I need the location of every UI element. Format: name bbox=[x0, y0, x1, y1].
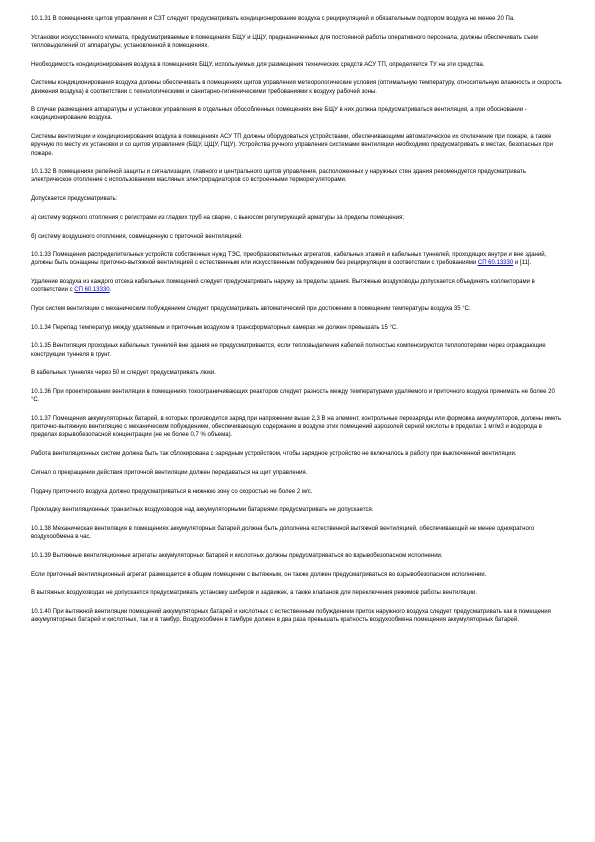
paragraph-tail: . bbox=[109, 287, 112, 294]
paragraph-conditioning-need: Необходимость кондиционирования воздуха в помещениях БЩУ, используемых для размещения технических средств АСУ ТП, определяется ТУ на эти средства. bbox=[31, 61, 485, 68]
paragraph-10-1-31: 10.1.31 В помещениях щитов управления и СЗТ следует предусматривать кондиционирование воздуха с рециркуляцией и обязательным подпором воздуха не менее 20 Па. bbox=[31, 16, 515, 22]
paragraph-allowed: Допускается предусматривать: bbox=[31, 196, 118, 203]
paragraph-air-removal bbox=[31, 278, 564, 294]
paragraph-text: Удаление воздуха из каждого отсека кабельных помещений следует предусматривать наружу за пределы здания. Вытяжные воздуховоды допускается объединять коллекторами в соответствии с bbox=[31, 279, 535, 294]
paragraph-supply-air: Подачу приточного воздуха должно предусматриваться в нижнюю зону со скоростью не более 2 м/с. bbox=[31, 488, 313, 495]
paragraph-fire-shutdown: Системы вентиляции и кондиционирования воздуха в помещениях АСУ ТП должны оборудоваться устройствами, обеспечивающими автоматическое их отключение при пожаре, а также вручную по месту их установки и со щитов управления (БЩУ, ЦЩУ, ГЩУ). Устройства ручного управления системами вентиляции необходимо предусматривать в местах, безопасных при пожаре. bbox=[31, 134, 553, 157]
paragraph-separate-rooms: В случае размещения аппаратуры и установок управления в отдельных обособленных помещениях вне БЩУ в них должна предусматриваться вентиляция, а при обосновании - кондиционирование воздуха. bbox=[31, 107, 527, 122]
sp-60-13330-link[interactable]: СП 60.13330 bbox=[74, 287, 110, 294]
list-item-b: б) систему воздушного отопления, совмещенную с приточной вентиляцией. bbox=[31, 233, 243, 240]
paragraph-10-1-39: 10.1.39 Вытяжные вентиляционные агрегаты аккумуляторных батарей и кислотных должны предусматриваться во взрывобезопасном исполнении. bbox=[31, 552, 443, 559]
paragraph-10-1-38: 10.1.38 Механическая вентиляция в помещениях аккумуляторных батарей должна быть дополнена естественной вытяжной вентиляцией, обеспечивающей не менее однократного воздухообмена в час. bbox=[31, 525, 535, 541]
paragraph-tail: и [11]. bbox=[513, 260, 532, 267]
paragraph-supply-unit: Если приточный вентиляционный агрегат размещается в общем помещении с вытяжным, он также должен предусматриваться во взрывобезопасном исполнении. bbox=[31, 571, 487, 578]
list-item-a: а) систему водяного отопления с регистрами из гладких труб на сварке, с выносом регулирующей арматуры за пределы помещения; bbox=[31, 214, 404, 221]
paragraph-10-1-40: 10.1.40 При вытяжной вентиляции помещений аккумуляторных батарей и кислотных с естественным побуждением приток наружного воздуха следует предусматривать как в помещения аккумуляторных батарей и кислотных, так и в тамбур. Воздухообмен в тамбуре должен в два раза превышать кратность воздухообмена помещения аккумуляторных батарей. bbox=[31, 608, 551, 624]
paragraph-climate-units: Установки искусственного климата, предусматриваемые в помещениях БЩУ и ЦЩУ, предназначенных для постоянной работы оперативного персонала, должны обеспечивать съем тепловыделений от аппаратуры, установленной в помещениях. bbox=[31, 34, 538, 49]
paragraph-10-1-34: 10.1.34 Перепад температур между удаляемым и приточным воздухом в трансформаторных камерах не должен превышать 15 °С. bbox=[31, 324, 398, 331]
paragraph-10-1-36: 10.1.36 При проектировании вентиляции в помещениях токоограничивающих реакторов следует разность между температурами удаляемого и приточного воздуха принимать не более 20 °С. bbox=[31, 389, 555, 404]
paragraph-10-1-35: 10.1.35 Вентиляция проходных кабельных туннелей вне здания не предусматривается, если тепловыделения кабелей полностью компенсируются теплопотерями через ограждающие конструкции туннеля в грунт. bbox=[31, 343, 546, 358]
paragraph-conditioning-systems: Системы кондиционирования воздуха должны обеспечивать в помещениях щитов управления метеорологические условия (оптимальную температуру, относительную влажность и скорость движения воздуха) в соответствии с технологическими и санитарно-гигиеническими требованиями к воздуху рабочей зоны. bbox=[31, 80, 562, 95]
paragraph-auto-start: Пуск систем вентиляции с механическим побуждением следует предусматривать автоматический при достижении в помещении температуры воздуха 35 °С. bbox=[31, 306, 471, 313]
paragraph-10-1-33 bbox=[31, 251, 564, 267]
paragraph-hatches: В кабельных туннелях через 50 м следует предусматривать люки. bbox=[31, 370, 216, 377]
paragraph-interlock: Работа вентиляционных систем должна быть так сблокирована с зарядным устройством, чтобы зарядное устройство не включалось в работу при выключенной вентиляции. bbox=[31, 451, 517, 458]
paragraph-ducts: Прокладку вентиляционных транзитных воздуховодов над аккумуляторными батареями предусматривать не допускается. bbox=[31, 507, 374, 514]
paragraph-text: 10.1.33 Помещения распределительных устройств собственных нужд ТЭС, преобразовательных агрегатов, кабельных этажей и кабельных туннелей, проходящих внутри и вне зданий, должны быть оснащены приточно-вытяжной вентиляцией с естественным или искусственным побуждением без рециркуляции в соответствии с требованиями bbox=[31, 252, 547, 267]
paragraph-dampers: В вытяжных воздуховодах не допускается предусматривать установку шиберов и задвижек, а также клапанов для переключения режимов работы вентиляции. bbox=[31, 590, 477, 597]
paragraph-10-1-37: 10.1.37 Помещения аккумуляторных батарей, в которых производится заряд при напряжении выше 2,3 В на элемент, контрольные перезаряды или формовка аккумуляторов, должны иметь приточно-вытяжную вентиляцию с механическим побуждением, обеспечивающую содержание в воздухе этих помещений аэрозолей серной кислоты в пределах 1 мг/м3 и водорода в пределах взрывобезопасной концентрации (не не более 0,7 % объема). bbox=[31, 415, 562, 439]
paragraph-signal: Сигнал о прекращении действия приточной вентиляции должен передаваться на щит управления. bbox=[31, 469, 308, 476]
sp-60-13330-link[interactable]: СП 60.13330 bbox=[477, 260, 514, 267]
paragraph-10-1-32: 10.1.32 В помещениях релейной защиты и сигнализации, главного и центрального щитов управления, расположенных у наружных стен здания рекомендуется предусматривать электрическое отопление с использованием масляных электрорадиаторов со встроенными терморегуляторами. bbox=[31, 169, 526, 184]
